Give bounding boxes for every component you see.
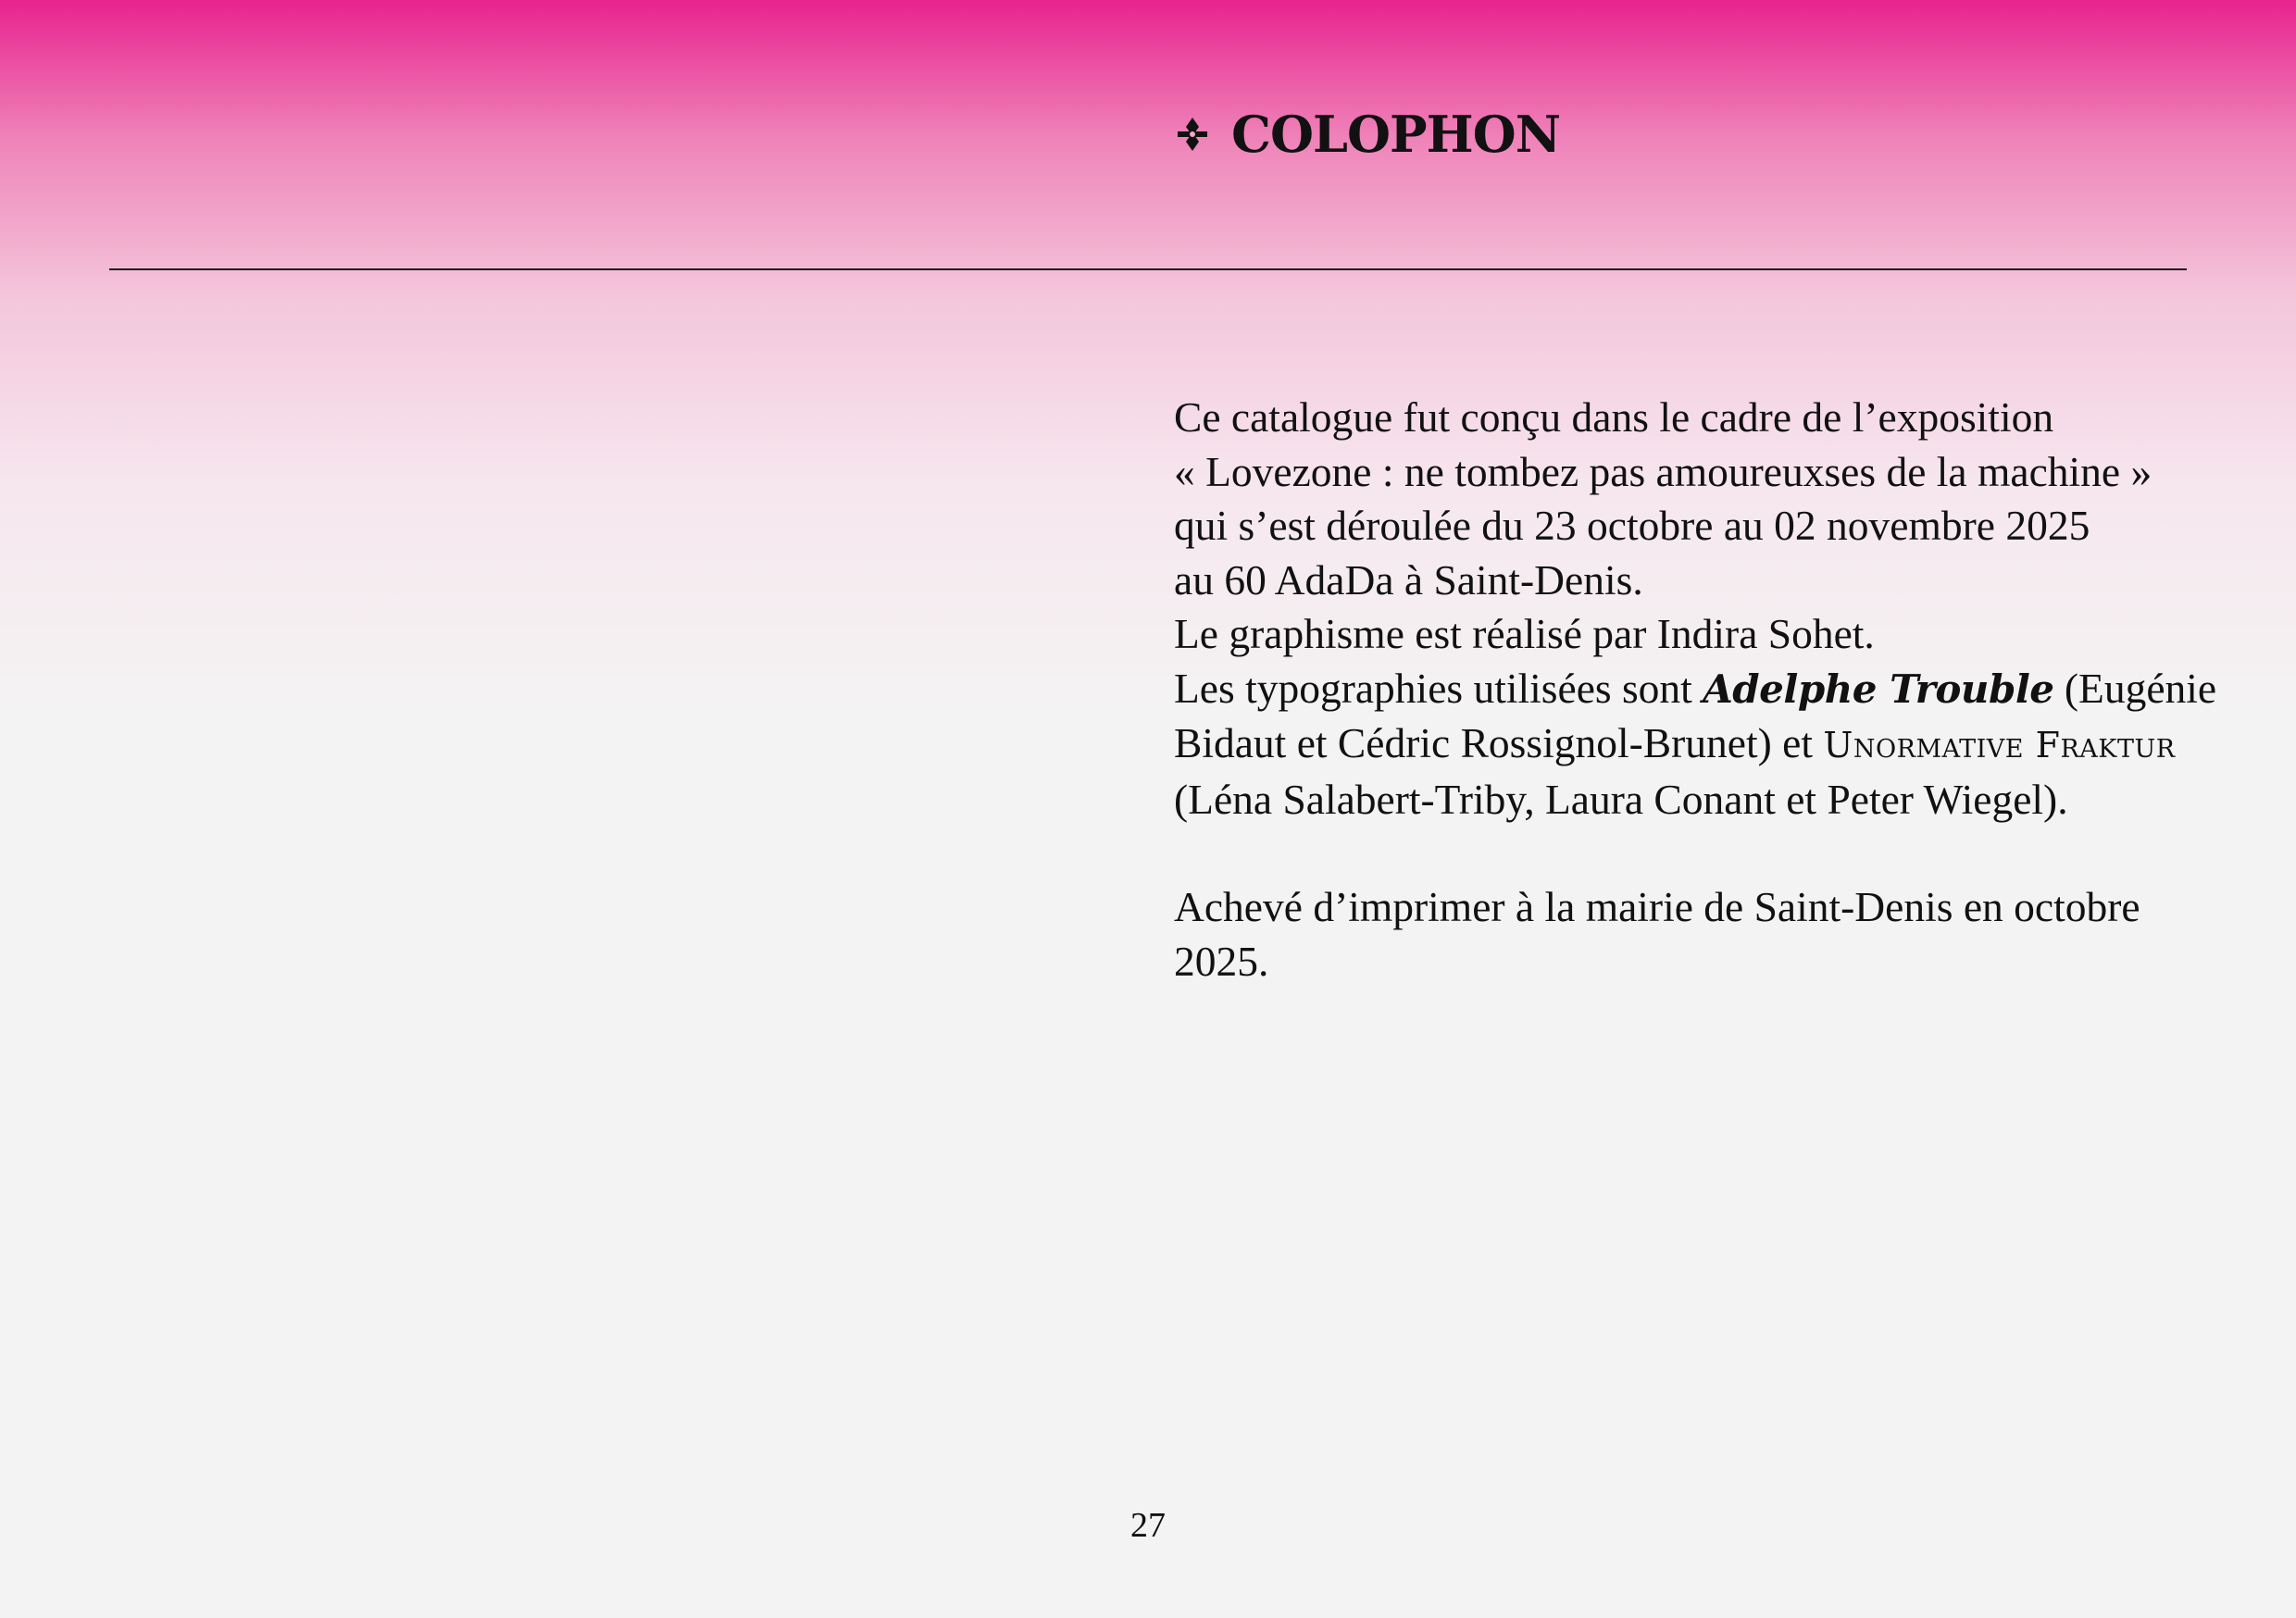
text-line: « Lovezone : ne tombez pas amoureuxses de la machine » (1174, 447, 2152, 495)
text-line: (Léna Salabert-Triby, Laura Conant et Peter Wiegel). (1174, 775, 2068, 823)
text-line (1174, 716, 2202, 773)
text-fragment: Les typographies utilisées sont (1174, 664, 1703, 712)
text-fragment: (Eugénie (2053, 664, 2217, 712)
text-line: qui s’est déroulée du 23 octobre au 02 novembre 2025 (1174, 502, 2090, 549)
colophon-text (1174, 391, 2217, 989)
text-line: Le graphisme est réalisé par Indira Sohet. (1174, 610, 1875, 657)
text-line: Achevé d’imprimer à la mairie de Saint-Denis en octobre (1174, 883, 2140, 930)
text-line: 2025. (1174, 937, 1269, 985)
horizontal-divider (109, 268, 2187, 270)
text-line: au 60 AdaDa à Saint-Denis. (1174, 555, 1643, 604)
text-fragment: Bidaut et Cédric Rossignol-Brunet) et (1174, 719, 1824, 766)
paragraph-gap (1174, 827, 2202, 880)
text-line: Ce catalogue fut conçu dans le cadre de l’exposition (1174, 393, 2054, 441)
ornament-icon (1174, 116, 1211, 153)
text-line (1174, 662, 2217, 717)
font-name-adelphe: Adelphe Trouble (1703, 666, 2054, 712)
page-title (1174, 105, 1561, 164)
page-number: 27 (1130, 1506, 1166, 1545)
title-text: COLOPHON (1231, 105, 1561, 164)
font-name-fraktur: Unormative Fraktur (1823, 725, 2176, 765)
